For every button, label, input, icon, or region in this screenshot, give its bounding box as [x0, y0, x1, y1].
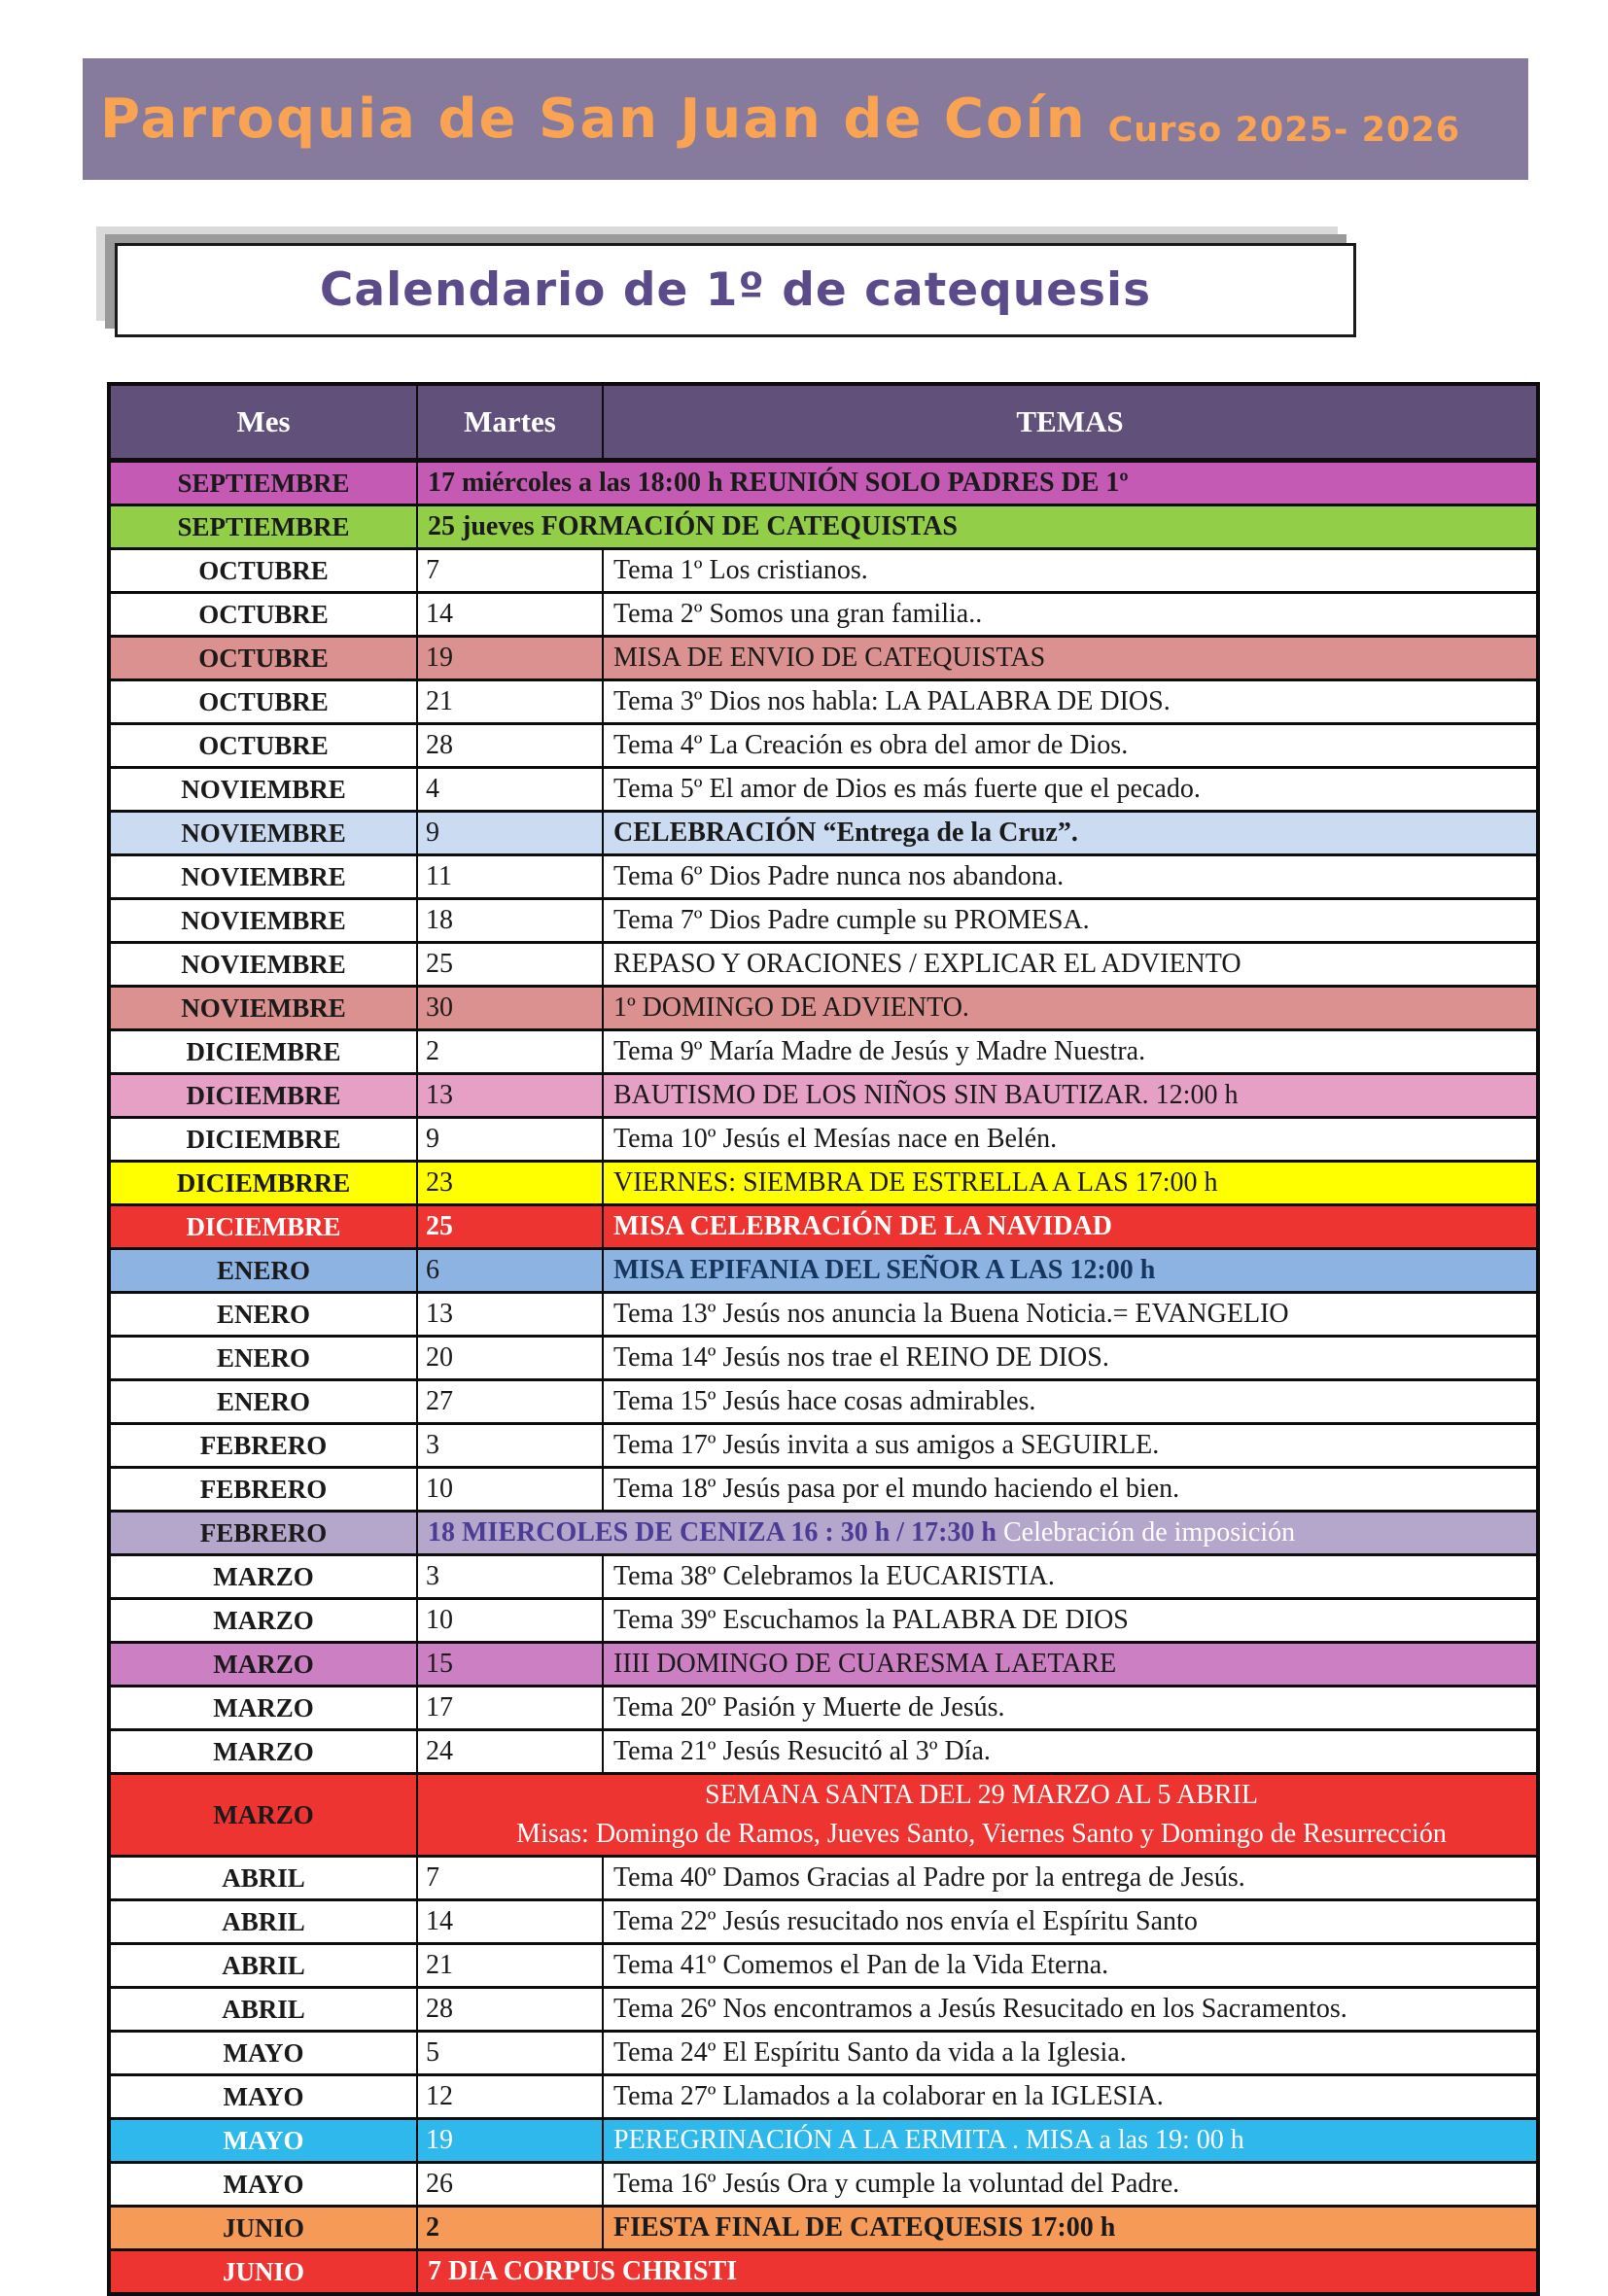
table-row: [109, 1030, 1538, 1074]
tema-cell: MISA DE ENVIO DE CATEQUISTAS: [603, 637, 1538, 680]
banner-title: Parroquia de San Juan de Coín: [100, 87, 1087, 151]
calendar-table: [107, 382, 1540, 2296]
calendar-table-header: [109, 384, 1538, 461]
title-box: [115, 243, 1356, 337]
tema-cell: PEREGRINACIÓN A LA ERMITA . MISA a las 19: 00 h: [603, 2119, 1538, 2163]
day-cell: 6: [417, 1249, 603, 1293]
tema-cell: Tema 41º Comemos el Pan de la Vida Eterna.: [603, 1944, 1538, 1988]
tema-cell: Tema 27º Llamados a la colaborar en la IGLESIA.: [603, 2075, 1538, 2119]
table-row: [109, 724, 1538, 768]
month-cell: MARZO: [109, 1730, 417, 1774]
tema-cell: MISA EPIFANIA DEL SEÑOR A LAS 12:00 h: [603, 1249, 1538, 1293]
tema-cell: Tema 5º El amor de Dios es más fuerte que el pecado.: [603, 768, 1538, 812]
day-cell: 17: [417, 1687, 603, 1730]
day-cell: 7: [417, 549, 603, 593]
day-cell: 13: [417, 1293, 603, 1337]
month-cell: DICIEMBRRE: [109, 1162, 417, 1205]
day-cell: 28: [417, 724, 603, 768]
tema-cell: Tema 24º El Espíritu Santo da vida a la Iglesia.: [603, 2032, 1538, 2075]
table-row: [109, 1205, 1538, 1249]
table-row: [109, 1424, 1538, 1468]
day-cell: 9: [417, 1118, 603, 1162]
tema-cell: Tema 16º Jesús Ora y cumple la voluntad del Padre.: [603, 2163, 1538, 2207]
day-cell: 7: [417, 1857, 603, 1900]
tema-cell: Tema 17º Jesús invita a sus amigos a SEGUIRLE.: [603, 1424, 1538, 1468]
day-cell: 28: [417, 1988, 603, 2032]
table-row: [109, 1687, 1538, 1730]
month-cell: NOVIEMBRE: [109, 943, 417, 987]
day-cell: 9: [417, 812, 603, 855]
table-row: [109, 1468, 1538, 1512]
tema-cell: CELEBRACIÓN “Entrega de la Cruz”.: [603, 812, 1538, 855]
table-row: [109, 899, 1538, 943]
tema-span-cell: [417, 1512, 1538, 1555]
month-cell: FEBRERO: [109, 1512, 417, 1555]
day-cell: 2: [417, 2207, 603, 2250]
day-cell: 5: [417, 2032, 603, 2075]
month-cell: MAYO: [109, 2163, 417, 2207]
tema-cell: Tema 14º Jesús nos trae el REINO DE DIOS.: [603, 1337, 1538, 1380]
tema-cell: Tema 18º Jesús pasa por el mundo haciendo el bien.: [603, 1468, 1538, 1512]
table-row: [109, 1555, 1538, 1599]
month-cell: SEPTIEMBRE: [109, 461, 417, 505]
tema-cell: FIESTA FINAL DE CATEQUESIS 17:00 h: [603, 2207, 1538, 2250]
tema-cell: Tema 21º Jesús Resucitó al 3º Día.: [603, 1730, 1538, 1774]
month-cell: MARZO: [109, 1599, 417, 1643]
table-row: [109, 1380, 1538, 1424]
month-cell: JUNIO: [109, 2207, 417, 2250]
tema-cell: Tema 22º Jesús resucitado nos envía el Espíritu Santo: [603, 1900, 1538, 1944]
table-row: [109, 593, 1538, 637]
month-cell: OCTUBRE: [109, 724, 417, 768]
page-title: Calendario de 1º de catequesis: [319, 263, 1152, 317]
month-cell: OCTUBRE: [109, 549, 417, 593]
month-cell: ABRIL: [109, 1988, 417, 2032]
tema-cell: REPASO Y ORACIONES / EXPLICAR EL ADVIENTO: [603, 943, 1538, 987]
table-row: [109, 1643, 1538, 1687]
tema-cell: IIII DOMINGO DE CUARESMA LAETARE: [603, 1643, 1538, 1687]
table-row: [109, 637, 1538, 680]
month-cell: MARZO: [109, 1774, 417, 1857]
day-cell: 3: [417, 1555, 603, 1599]
table-row: [109, 1944, 1538, 1988]
table-row: [109, 680, 1538, 724]
table-row: [109, 1774, 1538, 1857]
day-cell: 2: [417, 1030, 603, 1074]
tema-cell: 1º DOMINGO DE ADVIENTO.: [603, 987, 1538, 1030]
table-row: [109, 1988, 1538, 2032]
table-row: [109, 549, 1538, 593]
banner-course: Curso 2025- 2026: [1107, 110, 1461, 150]
table-row: [109, 768, 1538, 812]
table-row: [109, 2075, 1538, 2119]
table-row: [109, 461, 1538, 505]
day-cell: 21: [417, 680, 603, 724]
month-cell: NOVIEMBRE: [109, 768, 417, 812]
month-cell: OCTUBRE: [109, 680, 417, 724]
month-cell: DICIEMBRE: [109, 1205, 417, 1249]
table-row: [109, 1730, 1538, 1774]
month-cell: MARZO: [109, 1687, 417, 1730]
span-line: Misas: Domingo de Ramos, Jueves Santo, Viernes Santo y Domingo de Resurrección: [516, 1819, 1447, 1849]
month-cell: ABRIL: [109, 1900, 417, 1944]
day-cell: 10: [417, 1599, 603, 1643]
month-cell: NOVIEMBRE: [109, 899, 417, 943]
header-banner: [83, 58, 1528, 180]
tema-cell: MISA CELEBRACIÓN DE LA NAVIDAD: [603, 1205, 1538, 1249]
month-cell: ENERO: [109, 1337, 417, 1380]
tema-cell: Tema 15º Jesús hace cosas admirables.: [603, 1380, 1538, 1424]
month-cell: FEBRERO: [109, 1424, 417, 1468]
tema-span-cell: 17 miércoles a las 18:00 h REUNIÓN SOLO PADRES DE 1º: [417, 461, 1538, 505]
month-cell: NOVIEMBRE: [109, 987, 417, 1030]
table-row: [109, 2119, 1538, 2163]
tema-cell: Tema 2º Somos una gran familia..: [603, 593, 1538, 637]
month-cell: DICIEMBRE: [109, 1030, 417, 1074]
table-row: [109, 1599, 1538, 1643]
month-cell: OCTUBRE: [109, 637, 417, 680]
table-row: [109, 1293, 1538, 1337]
month-cell: SEPTIEMBRE: [109, 505, 417, 549]
month-cell: MAYO: [109, 2075, 417, 2119]
tema-cell: Tema 40º Damos Gracias al Padre por la entrega de Jesús.: [603, 1857, 1538, 1900]
tema-cell: Tema 20º Pasión y Muerte de Jesús.: [603, 1687, 1538, 1730]
day-cell: 26: [417, 2163, 603, 2207]
table-row: [109, 2207, 1538, 2250]
tema-cell: Tema 38º Celebramos la EUCARISTIA.: [603, 1555, 1538, 1599]
month-cell: ABRIL: [109, 1944, 417, 1988]
day-cell: 14: [417, 593, 603, 637]
day-cell: 23: [417, 1162, 603, 1205]
tema-cell: Tema 6º Dios Padre nunca nos abandona.: [603, 855, 1538, 899]
tema-span-cell: [417, 1774, 1538, 1857]
table-row: [109, 812, 1538, 855]
day-cell: 24: [417, 1730, 603, 1774]
tema-segment: Celebración de imposición: [1002, 1517, 1296, 1548]
day-cell: 10: [417, 1468, 603, 1512]
month-cell: JUNIO: [109, 2250, 417, 2295]
table-row: [109, 1857, 1538, 1900]
tema-cell: BAUTISMO DE LOS NIÑOS SIN BAUTIZAR. 12:00 h: [603, 1074, 1538, 1118]
table-row: [109, 855, 1538, 899]
table-row: [109, 2163, 1538, 2207]
tema-span-cell: 25 jueves FORMACIÓN DE CATEQUISTAS: [417, 505, 1538, 549]
tema-cell: Tema 3º Dios nos habla: LA PALABRA DE DIOS.: [603, 680, 1538, 724]
header-row: [109, 384, 1538, 461]
day-cell: 13: [417, 1074, 603, 1118]
day-cell: 15: [417, 1643, 603, 1687]
month-cell: MAYO: [109, 2119, 417, 2163]
tema-cell: Tema 10º Jesús el Mesías nace en Belén.: [603, 1118, 1538, 1162]
table-row: [109, 1118, 1538, 1162]
month-cell: ABRIL: [109, 1857, 417, 1900]
table-row: [109, 943, 1538, 987]
month-cell: OCTUBRE: [109, 593, 417, 637]
day-cell: 19: [417, 637, 603, 680]
month-cell: ENERO: [109, 1293, 417, 1337]
month-cell: ENERO: [109, 1380, 417, 1424]
column-header-temas: TEMAS: [603, 384, 1538, 461]
tema-segment: 18 MIERCOLES DE CENIZA 16 : 30 h / 17:30 h: [428, 1517, 1003, 1548]
table-row: [109, 1900, 1538, 1944]
tema-span-cell: 7 DIA CORPUS CHRISTI: [417, 2250, 1538, 2295]
tema-cell: Tema 1º Los cristianos.: [603, 549, 1538, 593]
day-cell: 27: [417, 1380, 603, 1424]
tema-cell: Tema 26º Nos encontramos a Jesús Resucitado en los Sacramentos.: [603, 1988, 1538, 2032]
table-row: [109, 1512, 1538, 1555]
calendar-table-body: [109, 461, 1538, 2295]
day-cell: 3: [417, 1424, 603, 1468]
month-cell: MARZO: [109, 1643, 417, 1687]
tema-cell: VIERNES: SIEMBRA DE ESTRELLA A LAS 17:00 h: [603, 1162, 1538, 1205]
table-row: [109, 2032, 1538, 2075]
tema-cell: Tema 39º Escuchamos la PALABRA DE DIOS: [603, 1599, 1538, 1643]
tema-cell: Tema 7º Dios Padre cumple su PROMESA.: [603, 899, 1538, 943]
day-cell: 12: [417, 2075, 603, 2119]
day-cell: 19: [417, 2119, 603, 2163]
month-cell: FEBRERO: [109, 1468, 417, 1512]
day-cell: 4: [417, 768, 603, 812]
day-cell: 25: [417, 1205, 603, 1249]
table-row: [109, 1249, 1538, 1293]
span-line: SEMANA SANTA DEL 29 MARZO AL 5 ABRIL: [705, 1780, 1258, 1810]
table-row: [109, 1162, 1538, 1205]
table-row: [109, 1074, 1538, 1118]
table-row: [109, 987, 1538, 1030]
month-cell: NOVIEMBRE: [109, 855, 417, 899]
table-row: [109, 1337, 1538, 1380]
month-cell: MAYO: [109, 2032, 417, 2075]
column-header-mes: Mes: [109, 384, 417, 461]
table-row: [109, 505, 1538, 549]
month-cell: DICIEMBRE: [109, 1074, 417, 1118]
month-cell: NOVIEMBRE: [109, 812, 417, 855]
tema-cell: Tema 9º María Madre de Jesús y Madre Nuestra.: [603, 1030, 1538, 1074]
day-cell: 25: [417, 943, 603, 987]
day-cell: 21: [417, 1944, 603, 1988]
tema-cell: Tema 13º Jesús nos anuncia la Buena Noticia.= EVANGELIO: [603, 1293, 1538, 1337]
column-header-martes: Martes: [417, 384, 603, 461]
tema-cell: Tema 4º La Creación es obra del amor de Dios.: [603, 724, 1538, 768]
day-cell: 14: [417, 1900, 603, 1944]
day-cell: 18: [417, 899, 603, 943]
month-cell: MARZO: [109, 1555, 417, 1599]
month-cell: DICIEMBRE: [109, 1118, 417, 1162]
day-cell: 11: [417, 855, 603, 899]
month-cell: ENERO: [109, 1249, 417, 1293]
day-cell: 20: [417, 1337, 603, 1380]
table-row: [109, 2250, 1538, 2295]
day-cell: 30: [417, 987, 603, 1030]
